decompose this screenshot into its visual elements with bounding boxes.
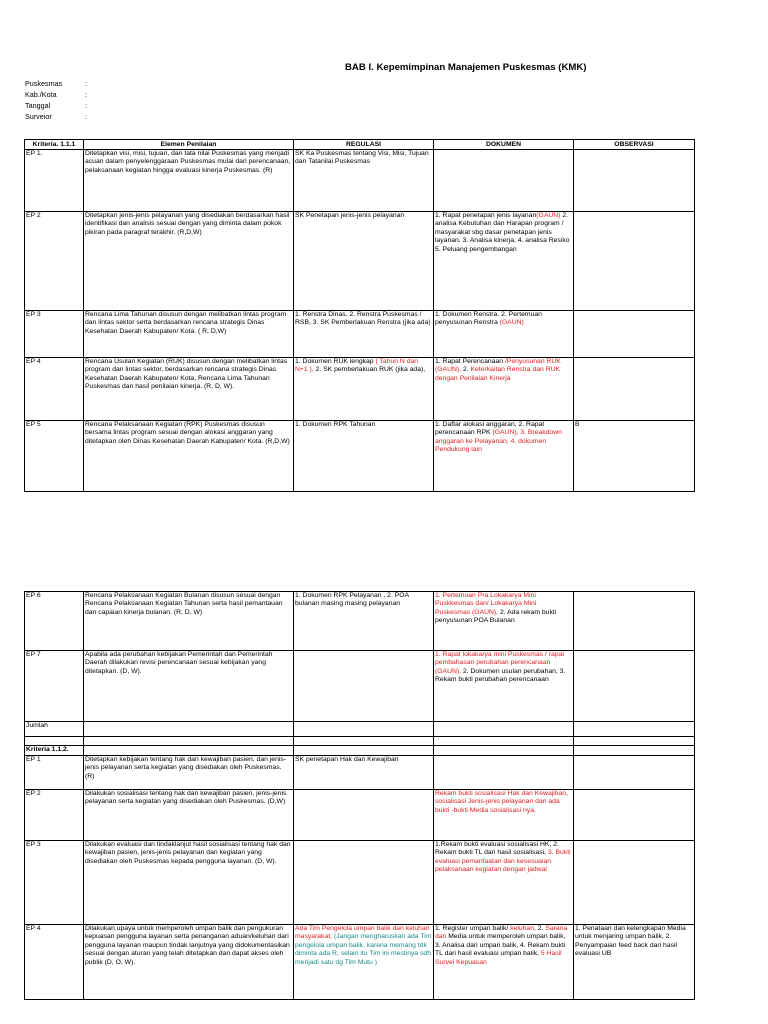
observasi-cell: [574, 651, 695, 722]
cell-text: 2.: [535, 925, 546, 932]
kriteria-row: [25, 746, 695, 756]
cell-text: /Penyusunan RUK (GAUN),: [435, 358, 561, 374]
cell-text: (GAUN): [536, 212, 561, 219]
cell-text: 2.: [461, 366, 471, 374]
regulasi-cell: SK Ka Puskesmas tentang Visi, Misi, Tujuan dan Tatanilai Puskesmas: [294, 150, 434, 212]
cell-text: 2. Dokumen usulan perubahan, 3. Rekam bukti perubahan perencanaan: [435, 667, 566, 684]
ep-label: EP 3: [25, 841, 84, 925]
header-fields: [25, 78, 87, 122]
dokumen-cell: [434, 311, 574, 358]
table-row: [25, 421, 695, 492]
observasi-cell: [574, 358, 695, 421]
col-header-elemen: Elemen Penilaian: [84, 140, 294, 150]
observasi-cell: [574, 790, 695, 841]
cell-text: 2. analisa Kebutuhan dan Harapan program / masyarakat sbg dasar penetapan jenis layanan. 3. Analisa kinerja, 4. analisa Resiko 5. Peluang pengembangan: [435, 212, 570, 253]
table-row: [25, 592, 695, 651]
ep-label: EP 6: [25, 592, 84, 651]
assessment-table-2: [24, 591, 695, 1000]
observasi-cell: [574, 150, 695, 212]
elemen-cell: Apabila ada perubahan kebijakan Pemerintah dan Pemerintah Daerah dilakukan revisi perencanaan sesuai kebijakan yang ditetapkan. (D, W).: [84, 651, 294, 722]
empty-cell: [574, 737, 695, 746]
cell-text: 1. Rapat penetapan jenis layanan: [435, 212, 537, 219]
empty-cell: [574, 746, 695, 756]
spacer-row: [25, 737, 695, 746]
empty-cell: [84, 746, 294, 756]
col-header-dokumen: DOKUMEN: [434, 140, 574, 150]
cell-text: (GAUN), 3. Breakdown anggaran ke Pelayanan, 4. dokumen Pendukung lain: [435, 429, 562, 454]
dokumen-cell: [434, 651, 574, 722]
empty-cell: [84, 737, 294, 746]
empty-cell: [294, 746, 434, 756]
regulasi-cell: [294, 841, 434, 925]
empty-cell: [434, 722, 574, 737]
empty-cell: [294, 722, 434, 737]
elemen-cell: Ditetapkan visi, misi, tujuan, dan tata nilai Puskesmas yang menjadi acuan dalam penyelenggaraan Puskesmas mulai dari perencanaan, pelaksanaan kegiatan hingga evaluasi kinerja Puskesmas. (R): [84, 150, 294, 212]
cell-text: 1. Register umpan balik/: [435, 925, 511, 932]
regulasi-cell: SK Penetapan jenis-jenis pelayanan: [294, 212, 434, 311]
empty-cell: [574, 722, 695, 737]
table-row: [25, 756, 695, 790]
ep-label: EP 4: [25, 358, 84, 421]
cell-text: Media untuk memperoleh umpan balik, 3. Analisa dari umpan balik, 4. Rekam bukti TL dari hasil evaluasi umpan balik,: [435, 933, 566, 958]
ep-label: EP 7: [25, 651, 84, 722]
empty-cell: [434, 737, 574, 746]
ep-label: EP 1: [25, 756, 84, 790]
observasi-cell: 1. Penataan dan kelengkapan Media untuk menjaring umpan balik, 2. Penyampaian feed back dari hasil evaluasi UB: [574, 925, 695, 1000]
jumlah-row-label: Jumlah: [25, 722, 84, 737]
cell-text: Sarana dan: [435, 925, 568, 941]
cell-text: 1. Rapat Perencanaan: [435, 358, 505, 365]
cell-text: 3. Bukti evaluasi pemanfaatan dan kesesuaian pelaksanaan kegiatan dengan jadwal: [435, 849, 571, 874]
cell-text: 1. Daftar alokasi anggaran, 2. Rapat perencanaan RPK: [435, 421, 545, 437]
dokumen-cell: [434, 421, 574, 492]
col-header-kriteria: Kriteria. 1.1.1: [25, 140, 84, 150]
elemen-cell: Rencana Pelaksanaan Kegiatan Bulanan disusun sesuai dengan Rencana Pelaksanaan Kegiatan Tahunan serta hasil pemantauan dan capaian kinerja bulanan. (R, D, W): [84, 592, 294, 651]
regulasi-cell: [294, 651, 434, 722]
table-row: [25, 841, 695, 925]
elemen-cell: Rencana Usulan Kegiatan (RUK) disusun dengan melibatkan lintas program dan lintas sektor, berdasarkan rencana strategis Dinas Kesehatan Daerah Kabupaten/ Kota, Rencana Lima Tahunan Puskesmas dan hasil penilaian kinerja. (R, D, W).: [84, 358, 294, 421]
ep-label: EP 1.: [25, 150, 84, 212]
col-header-regulasi: REGULASI: [294, 140, 434, 150]
ep-label: EP 5: [25, 421, 84, 492]
cell-text: keluhan,: [510, 925, 536, 932]
observasi-cell: [574, 592, 695, 651]
cell-text: 1.Rekam bukti evaluasi sosialisasi HK, 2. Rekam bukti TL dari hasil sosialisasi,: [435, 841, 559, 857]
elemen-cell: Dilakukan upaya untuk memperoleh umpan balik dan pengukuran kepuasan pengguna layanan serta penanganan aduan/keluhan dari pengguna layanan maupun tindak lanjutnya yang didokumentasikan sesuai dengan aturan yang telah ditetapkan dan dapat akses oleh publik (D, O, W).: [84, 925, 294, 1000]
elemen-cell: Dilakukan sosialisasi tentang hak dan kewajiban pasien, jenis-jenis pelayanan serta kegiatan yang disediakan oleh Puskesmas. (D,W): [84, 790, 294, 841]
cell-text: 1. Pertemuan Pra Lokakarya Mini Puskkesmas dan/ Lokakarya Mini Puskesmas (GAUN),: [435, 592, 537, 616]
assessment-table-1: [24, 139, 695, 492]
table-row: [25, 790, 695, 841]
dokumen-cell: [434, 925, 574, 1000]
ep-label: EP 2: [25, 790, 84, 841]
dokumen-cell: [434, 212, 574, 311]
kriteria-row-label: Kriteria 1.1.2.: [25, 746, 84, 756]
observasi-cell: [574, 311, 695, 358]
page-title: BAB I. Kepemimpinan Manajemen Puskesmas (KMK): [345, 62, 587, 73]
header-field: Surveior :: [25, 112, 87, 121]
table-row: [25, 358, 695, 421]
elemen-cell: Ditetapkan kebijakan tentang hak dan kewajiban pasien, dan jenis-jenis pelayanan serta kegiatan yang disediakan oleh Puskesmas. (R): [84, 756, 294, 790]
table-row: [25, 311, 695, 358]
regulasi-cell: [294, 790, 434, 841]
cell-text: ( Tahun N dan N+1 ),: [295, 358, 419, 374]
regulasi-cell: 1. Renstra Dinas. 2. Renstra Puskesmas / RSB, 3. SK Pemberlakuan Renstra (jika ada): [294, 311, 434, 358]
cell-text: 1. Dokumen Renstra. 2. Pertemuan penyusunan Renstra: [435, 311, 542, 327]
observasi-cell: [574, 212, 695, 311]
observasi-cell: [574, 841, 695, 925]
cell-text: (Jangan mengharuskan ada Tim pengelola umpan balik, karena memang tdk diminta ada R, selain itu Tim ini mestinya sdh menjadi satu dg Tim Mutu ): [295, 933, 432, 966]
jumlah-row: [25, 722, 695, 737]
header-field: Puskesmas :: [25, 79, 87, 88]
observasi-cell: [574, 756, 695, 790]
table-row: [25, 150, 695, 212]
col-header-observasi: OBSERVASI: [574, 140, 695, 150]
elemen-cell: Rencana Pelaksanaan Kegiatan (RPK) Puskesmas disusun bersama lintas program sesuai dengan alokasi anggaran yang ditetapkan oleh Dinas Kesehatan Daerah Kabupaten/ Kota. (R,D,W): [84, 421, 294, 492]
spacer-row-label: [25, 737, 84, 746]
dokumen-cell: [434, 150, 574, 212]
regulasi-cell: 1. Dokumen RPK Tahunan: [294, 421, 434, 492]
empty-cell: [294, 737, 434, 746]
ep-label: EP 2: [25, 212, 84, 311]
cell-text: 1. Dokumen RUK lengkap: [295, 358, 376, 365]
dokumen-cell: [434, 358, 574, 421]
table-row: [25, 212, 695, 311]
empty-cell: [434, 746, 574, 756]
cell-text: Keterkaitan Renstra dan RUK dengan Penilaian Kinerja: [435, 366, 561, 382]
regulasi-cell: 1. Dokumen RPK Pelayanan , 2. POA bulanan masing masing pelayanan: [294, 592, 434, 651]
observasi-cell: B: [574, 421, 695, 492]
cell-text: (GAUN): [499, 319, 524, 327]
dokumen-cell: [434, 841, 574, 925]
ep-label: EP 3: [25, 311, 84, 358]
dokumen-cell: [434, 592, 574, 651]
table-row: [25, 925, 695, 1000]
cell-text: 1. Rapat lokakarya mini Puskesmas / rapat pembahasan perubahan perencanaan (GAUN),: [435, 651, 565, 675]
regulasi-cell: SK penetapan Hak dan Kewajiban: [294, 756, 434, 790]
elemen-cell: Dilakukan evaluasi dan tindaklanjut hasil sosialisasi tentang hak dan kewajiban pasien, jenis-jenis pelayanan dan kegiatan yang disediakan oleh Puskesmas kepada pengguna layanan. (D, W).: [84, 841, 294, 925]
table-row: [25, 651, 695, 722]
header-field: Tanggal :: [25, 101, 87, 110]
cell-text: 5 Hasil Survei Kepuasan: [435, 950, 562, 966]
elemen-cell: Ditetapkan jenis-jenis pelayanan yang disediakan berdasarkan hasil identifikasi dan analisis sesuai dengan yang diminta dalam pokok pikiran pada paragraf terakhir. (R,D,W): [84, 212, 294, 311]
cell-text: Rekam bukti sosialisasi Hak dan Kewajiban, sosialisasi Jenis-jenis pelayanan dan ada bukti -bukti Media sosialisasi nya.: [435, 790, 568, 814]
table-header-row: [25, 140, 695, 150]
elemen-cell: Rencana Lima Tahunan disusun dengan melibatkan lintas program dan lintas sektor serta berdasarkan rencana strategis Dinas Kesehatan Daerah Kabupaten/ Kota. ( R, D,W): [84, 311, 294, 358]
cell-text: 2. SK pemberlakuan RUK (jika ada),: [313, 366, 426, 374]
ep-label: EP 4: [25, 925, 84, 1000]
dokumen-cell: [434, 790, 574, 841]
header-field: Kab./Kota :: [25, 90, 87, 99]
regulasi-cell: [294, 925, 434, 1000]
regulasi-cell: [294, 358, 434, 421]
cell-text: 2. Ada rekam bukti penyusunan POA Bulanan: [435, 608, 557, 625]
empty-cell: [84, 722, 294, 737]
cell-text: Ada Tim Pengelola umpan balik dan keluhan masyarakat,: [295, 925, 430, 941]
dokumen-cell: [434, 756, 574, 790]
